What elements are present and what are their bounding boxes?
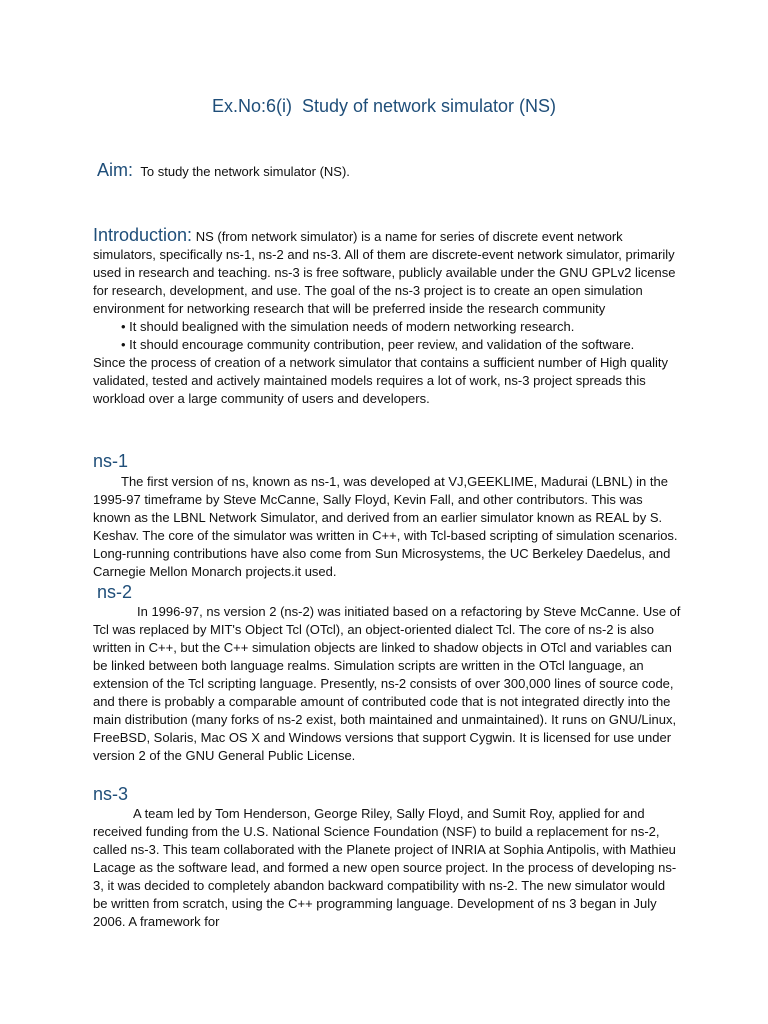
bullet-item: • It should encourage community contribution, peer review, and validation of the software. [121,337,635,352]
bullet-text: It should bealigned with the simulation needs of modern networking research. [129,319,575,334]
bullet-text: It should encourage community contribution, peer review, and validation of the software. [129,337,635,352]
bullet-item: • It should bealigned with the simulation needs of modern networking research. [121,319,575,334]
ns2-paragraph [93,603,683,765]
ns2-text: In 1996-97, ns version 2 (ns-2) was initiated based on a refactoring by Steve McCanne. Use of Tcl was replaced by MIT's Object Tcl (OTcl), an object-oriented dialect Tcl. The core of ns-2 is also written in C++, but the C++ simulation objects are linked to shadow objects in OTcl and variables can be linked between both language realms. Simulation scripts are written in the OTcl language, an extension of the Tcl scripting language. Presently, ns-2 consists of over 300,000 lines of source code, and there is probably a comparable amount of contributed code that is not integrated directly into the main distribution (many forks of ns-2 exist, both maintained and unmaintained). It runs on GNU/Linux, FreeBSD, Solaris, Mac OS X and Windows versions that support Cygwin. It is licensed for use under version 2 of the GNU General Public License. [93,604,681,763]
page-title: Ex.No:6(i) Study of network simulator (NS) [211,96,557,116]
ns3-heading: ns-3 [93,784,129,804]
ns3-paragraph [93,805,683,931]
introduction-paragraph [93,226,683,318]
introduction-closing: Since the process of creation of a network simulator that contains a sufficient number of High quality validated, tested and actively maintained models requires a lot of work, ns-3 project spreads this workload over a large community of users and developers. [93,355,668,406]
introduction-text: NS (from network simulator) is a name for series of discrete event network simulators, specifically ns-1, ns-2 and ns-3. All of them are discrete-event network simulator, primarily used in research and teaching. ns-3 is free software, publicly available under the GNU GPLv2 license for research, development, and use. The goal of the ns-3 project is to create an open simulation environment for networking research that will be preferred inside the research community [93,229,676,316]
ns1-paragraph [93,473,683,581]
aim-text: To study the network simulator (NS). [140,164,350,179]
aim-section [97,160,350,181]
introduction-label: Introduction: [93,225,193,245]
ns3-text: A team led by Tom Henderson, George Riley, Sally Floyd, and Sumit Roy, applied for and received funding from the U.S. National Science Foundation (NSF) to build a replacement for ns-2, called ns-3. This team collaborated with the Planete project of INRIA at Sophia Antipolis, with Mathieu Lacage as the software lead, and formed a new open source project. In the process of developing ns-3, it was decided to completely abandon backward compatibility with ns-2. The new simulator would be written from scratch, using the C++ programming language. Development of ns 3 began in July 2006. A framework for [93,806,677,929]
introduction-section [93,226,683,408]
ns2-heading: ns-2 [97,582,133,602]
ns1-heading: ns-1 [93,451,129,471]
aim-label: Aim: [97,160,133,180]
ns1-text: The first version of ns, known as ns-1, was developed at VJ,GEEKLIME, Madurai (LBNL) in the 1995-97 timeframe by Steve McCanne, Sally Floyd, Kevin Fall, and other contributors. This was known as the LBNL Network Simulator, and derived from an earlier simulator known as REAL by S. Keshav. The core of the simulator was written in C++, with Tcl-based scripting of simulation scenarios. Long-running contributions have also come from Sun Microsystems, the UC Berkeley Daedelus, and Carnegie Mellon Monarch projects.it used. [93,474,678,579]
